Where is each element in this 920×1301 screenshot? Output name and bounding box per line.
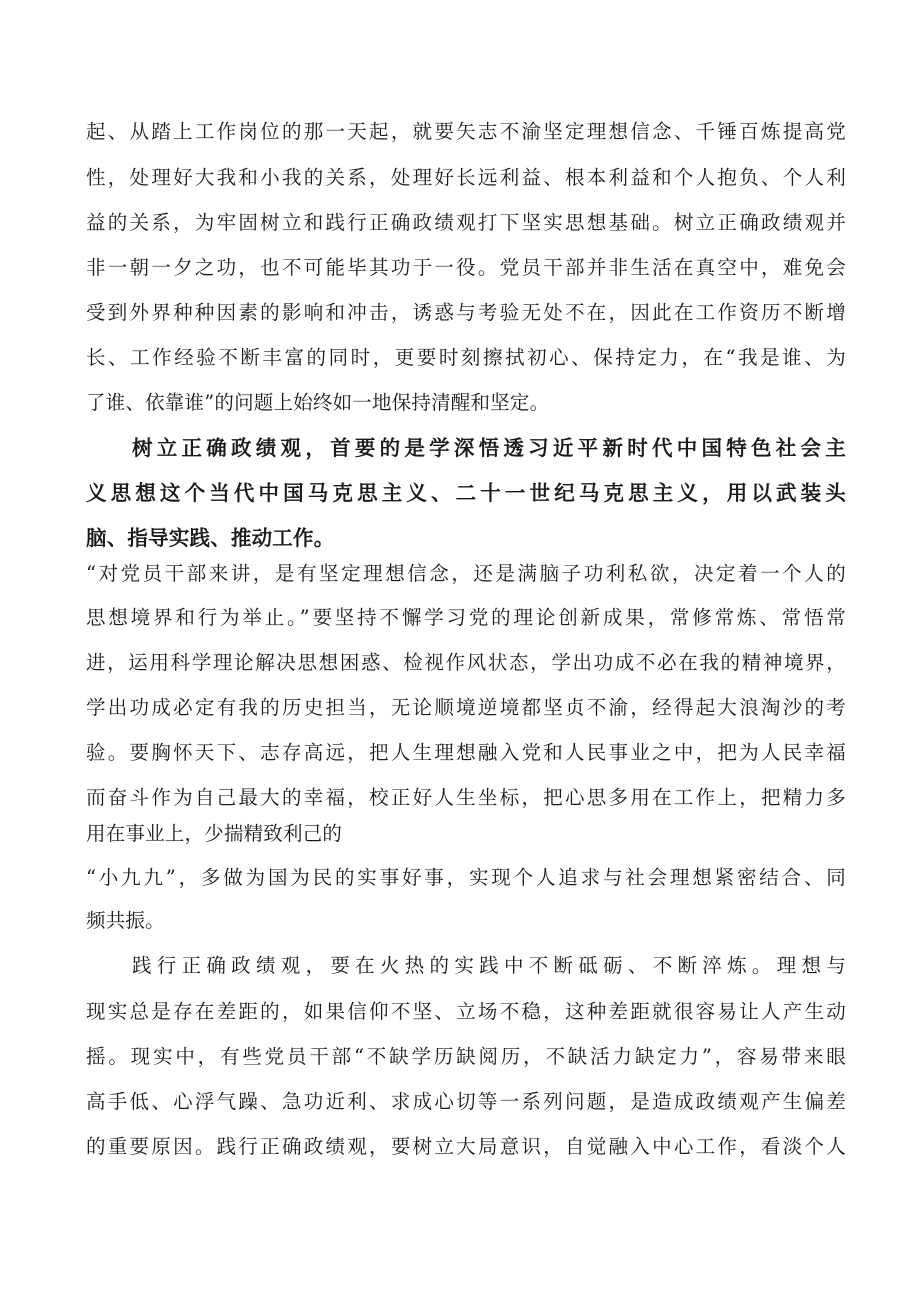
text-line: 受到外界种种因素的影响和冲击，诱惑与考验无处不在，因此在工作资历不断增 [86,301,846,324]
text-line: 的重要原因。践行正确政绩观，要树立大局意识，自觉融入中心工作，看淡个人 [86,1135,846,1158]
text-line: 验。要胸怀天下、志存高远，把人生理想融入党和人民事业之中，把为人民幸福 [86,741,846,764]
text-line: 用在事业上，少揣精致利己的 [86,822,343,845]
text-line: 现实总是存在差距的，如果信仰不坚、立场不稳，这种差距就很容易让人产生动 [86,1000,846,1023]
text-line: 思想境界和行为举止。”要坚持不懈学习党的理论创新成果，常修常炼、常悟常 [86,606,846,629]
text-line: 摇。现实中，有些党员干部“不缺学历缺阅历，不缺活力缺定力”，容易带来眼 [86,1045,846,1068]
heading-line: 树立正确政绩观，首要的是学深悟透习近平新时代中国特色社会主 [132,436,846,460]
text-line: 践行正确政绩观，要在火热的实践中不断砥砺、不断淬炼。理想与 [132,954,846,977]
text-line: 而奋斗作为自己最大的幸福，校正好人生坐标，把心思多用在工作上，把精力多 [86,786,846,809]
text-line: 进，运用科学理论解决思想困惑、检视作风状态，学出功成不必在我的精神境界， [86,651,846,674]
heading-line: 脑、指导实践、推动工作。 [86,526,335,550]
text-line: 长、工作经验不断丰富的同时，更要时刻擦拭初心、保持定力，在“我是谁、为 [86,346,846,369]
text-line: 起、从踏上工作岗位的那一天起，就要矢志不渝坚定理想信念、千锤百炼提高党 [86,120,846,143]
text-line: “对党员干部来讲，是有坚定理想信念，还是满脑子功利私欲，决定着一个人的 [86,562,846,585]
text-line: 性，处理好大我和小我的关系，处理好长远利益、根本利益和个人抱负、个人利 [86,166,846,189]
heading-line: 义思想这个当代中国马克思主义、二十一世纪马克思主义，用以武装头 [86,481,846,505]
text-line: 非一朝一夕之功，也不可能毕其功于一役。党员干部并非生活在真空中，难免会 [86,256,846,279]
text-line: 频共振。 [86,909,165,932]
text-line: 学出功成必定有我的历史担当，无论顺境逆境都坚贞不渝，经得起大浪淘沙的考 [86,696,846,719]
text-line: “小九九”，多做为国为民的实事好事，实现个人追求与社会理想紧密结合、同 [86,866,846,889]
text-line: 了谁、依靠谁”的问题上始终如一地保持清醒和坚定。 [86,391,550,414]
text-line: 益的关系，为牢固树立和践行正确政绩观打下坚实思想基础。树立正确政绩观并 [86,211,846,234]
text-line: 高手低、心浮气躁、急功近利、求成心切等一系列问题，是造成政绩观产生偏差 [86,1090,846,1113]
